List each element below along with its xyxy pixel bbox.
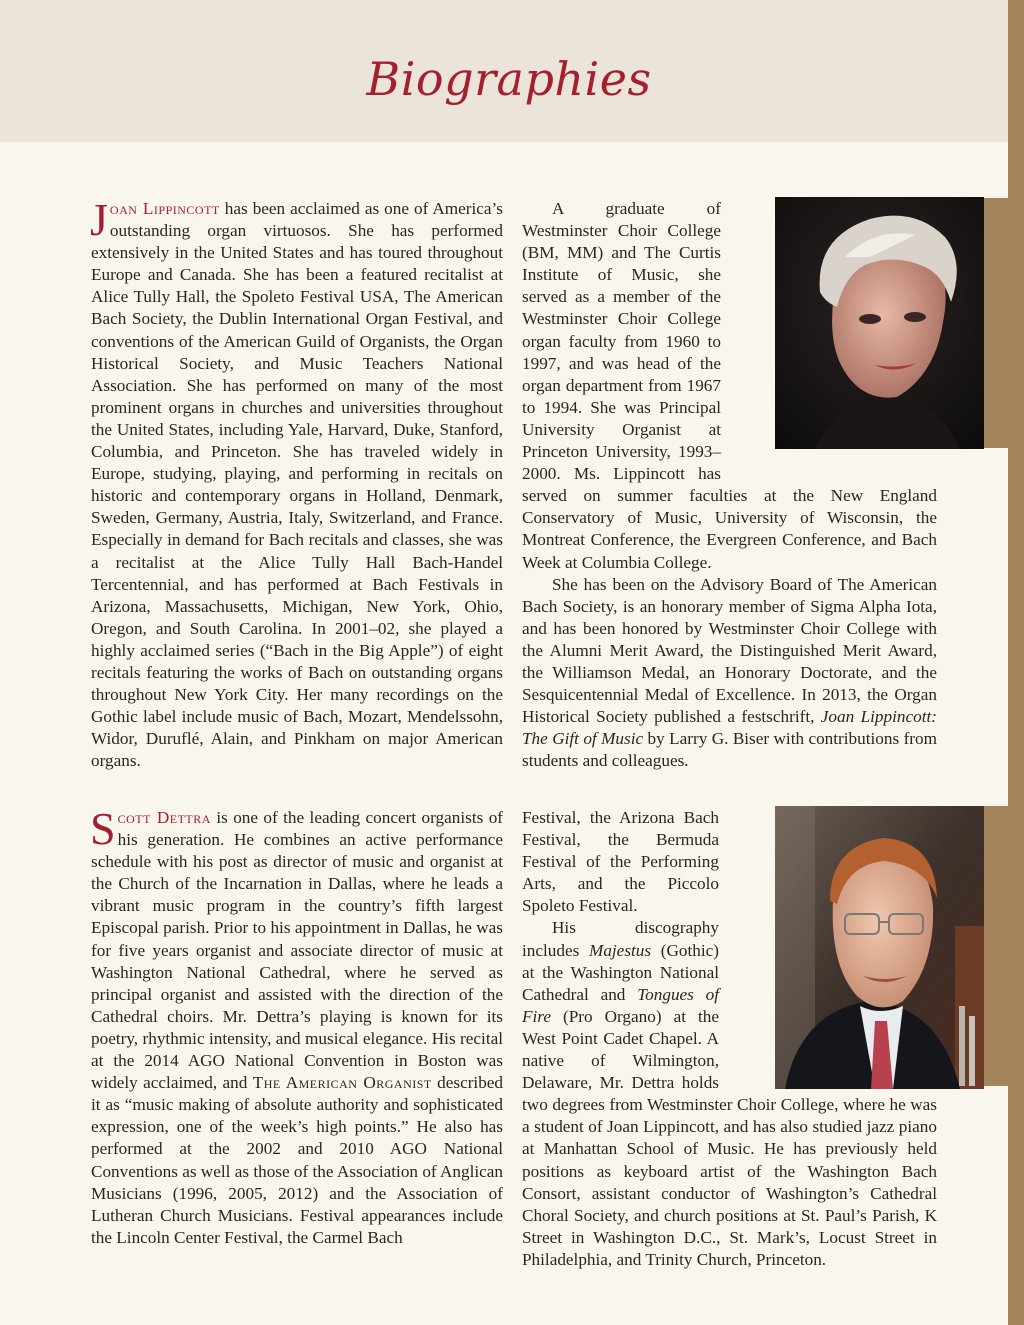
bio-paragraph: Scott Dettra is one of the leading concert organists of his generation. He combines an active performance schedule with his post as director of music and organist at the Church of the Incarnation in Dallas, where he leads a vibrant music program in the country’s fifth largest Episcopal parish. Prior to his appointment in Dallas, he was for five years organist and associate director of music at Washington National Cathedral, where he served as principal organist and assisted with the direction of the Cathedral choirs. Mr. Dettra’s playing is known for its poetry, rhythmic intensity, and musical elegance. His recital at the 2014 AGO National Convention in Boston was widely acclaimed, and The American Organist described it as “music making of absolute authority and sophisticated expression, one of the week’s high points.” He also has performed at the 2002 and 2010 AGO National Conventions as well as those of the Association of Anglican Musicians (1996, 2005, 2012) and the Association of Lutheran Church Musicians. Festival appearances include the Lincoln Center Festival, the Carmel Bach bbox=[90, 803, 504, 1247]
bio-lippincott-left-column bbox=[90, 194, 503, 772]
portrait-scott-dettra bbox=[775, 806, 984, 1089]
bio-dettra-left-column bbox=[90, 803, 504, 1249]
book-title: Joan Lippincott: The Gift of Music bbox=[522, 707, 937, 749]
bio-paragraph: A graduate of Westminster Choir College (BM, MM) and The Curtis Institute of Music, she served as a member of the Westminster Choir College organ faculty from 1960 to 1997, and was head of the organ department from 1967 to 1994. She was Principal University Organist at Princeton University, 1993–2000. Ms. Lippincott has served on summer faculties at the New England Conservatory of Music, University of Wisconsin, the Montreat Conference, the Evergreen Conference, and Bach Week at Columbia College. bbox=[522, 199, 937, 572]
bio-name: cott Dettra bbox=[117, 808, 211, 827]
magazine-title: The American Organist bbox=[252, 1073, 432, 1093]
bio-paragraph bbox=[90, 194, 503, 772]
bio-paragraph: Festival, the Arizona Bach Festival, the Bermuda Festival of the Performing Arts, and the Piccolo Spoleto Festival. bbox=[522, 808, 719, 916]
page-title: Biographies bbox=[366, 52, 652, 106]
dropcap: J bbox=[90, 194, 108, 245]
photo-accent-tab bbox=[984, 806, 1008, 1086]
bio-paragraph: His discography includes Majestus (Gothic) at the Washington National Cathedral and Tongues of Fire (Pro Organo) at the West Point Cadet Chapel. A native of Wilmington, Delaware, Mr. Dettra holds two degrees from Westminster Choir College, where he was a student of Joan Lippincott, and has also studied jazz piano at Manhattan School of Music. He has previously held positions as keyboard artist of the Washington Bach Consort, assistant conductor of Washington’s Cathedral Choral Society, and church positions at St. Paul’s Parish, K Street in Washington D.C., St. Mark’s, Locust Street in Philadelphia, and Trinity Church, Princeton. bbox=[522, 918, 937, 1269]
dropcap: S bbox=[90, 803, 116, 854]
bio-paragraph: She has been on the Advisory Board of The American Bach Society, is an honorary member of Sigma Alpha Iota, and has been honored by Westminster Choir College with the Alumni Merit Award, the Distinguished Merit Award, the Williamson Medal, an Honorary Doctorate, and the Sesquicentennial Medal of Excellence. In 2013, the Organ Historical Society published a festschrift, Joan Lippincott: The Gift of Music by Larry G. Biser with contributions from students and colleagues. bbox=[522, 574, 937, 771]
portrait-joan-lippincott bbox=[775, 197, 984, 449]
bio-name: oan Lippincott bbox=[109, 199, 220, 218]
bio-text: has been acclaimed as one of America’s outstanding organ virtuosos. She has performed extensively in the United States and has toured throughout Europe and Canada. She has been a featured recitalist at Alice Tully Hall, the Spoleto Festival USA, The American Bach Society, the Dublin International Organ Festival, and conventions of the American Guild of Organists, the Organ Historical Society, and Music Teachers National Association. She has performed on many of the most prominent organs in churches and universities throughout the United States, including Yale, Harvard, Duke, Stanford, Columbia, and Princeton. She has traveled widely in Europe, studying, playing, and performing in recitals on historic and contemporary organs in Holland, Denmark, Sweden, Germany, Austria, Italy, Switzerland, and France. Especially in demand for Bach recitals and classes, she was a recitalist at the Alice Tully Hall Bach-Handel Tercentennial, and has performed at Bach Festivals in Arizona, Massachusetts, Michigan, New York, Ohio, Oregon, and South Carolina. In 2001–02, she played a highly acclaimed series (“Bach in the Big Apple”) of eight recitals featuring the works of Bach on outstanding organs throughout New York City. Her many recordings on the Gothic label include music of Bach, Mozart, Mendelssohn, Widor, Duruflé, Alain, and Pinkham on major American organs. bbox=[91, 199, 503, 771]
album-title: Tongues of Fire bbox=[522, 984, 719, 1026]
photo-accent-tab bbox=[984, 198, 1008, 448]
page-edge-bar bbox=[1008, 0, 1024, 1325]
album-title: Majestus bbox=[589, 940, 652, 960]
